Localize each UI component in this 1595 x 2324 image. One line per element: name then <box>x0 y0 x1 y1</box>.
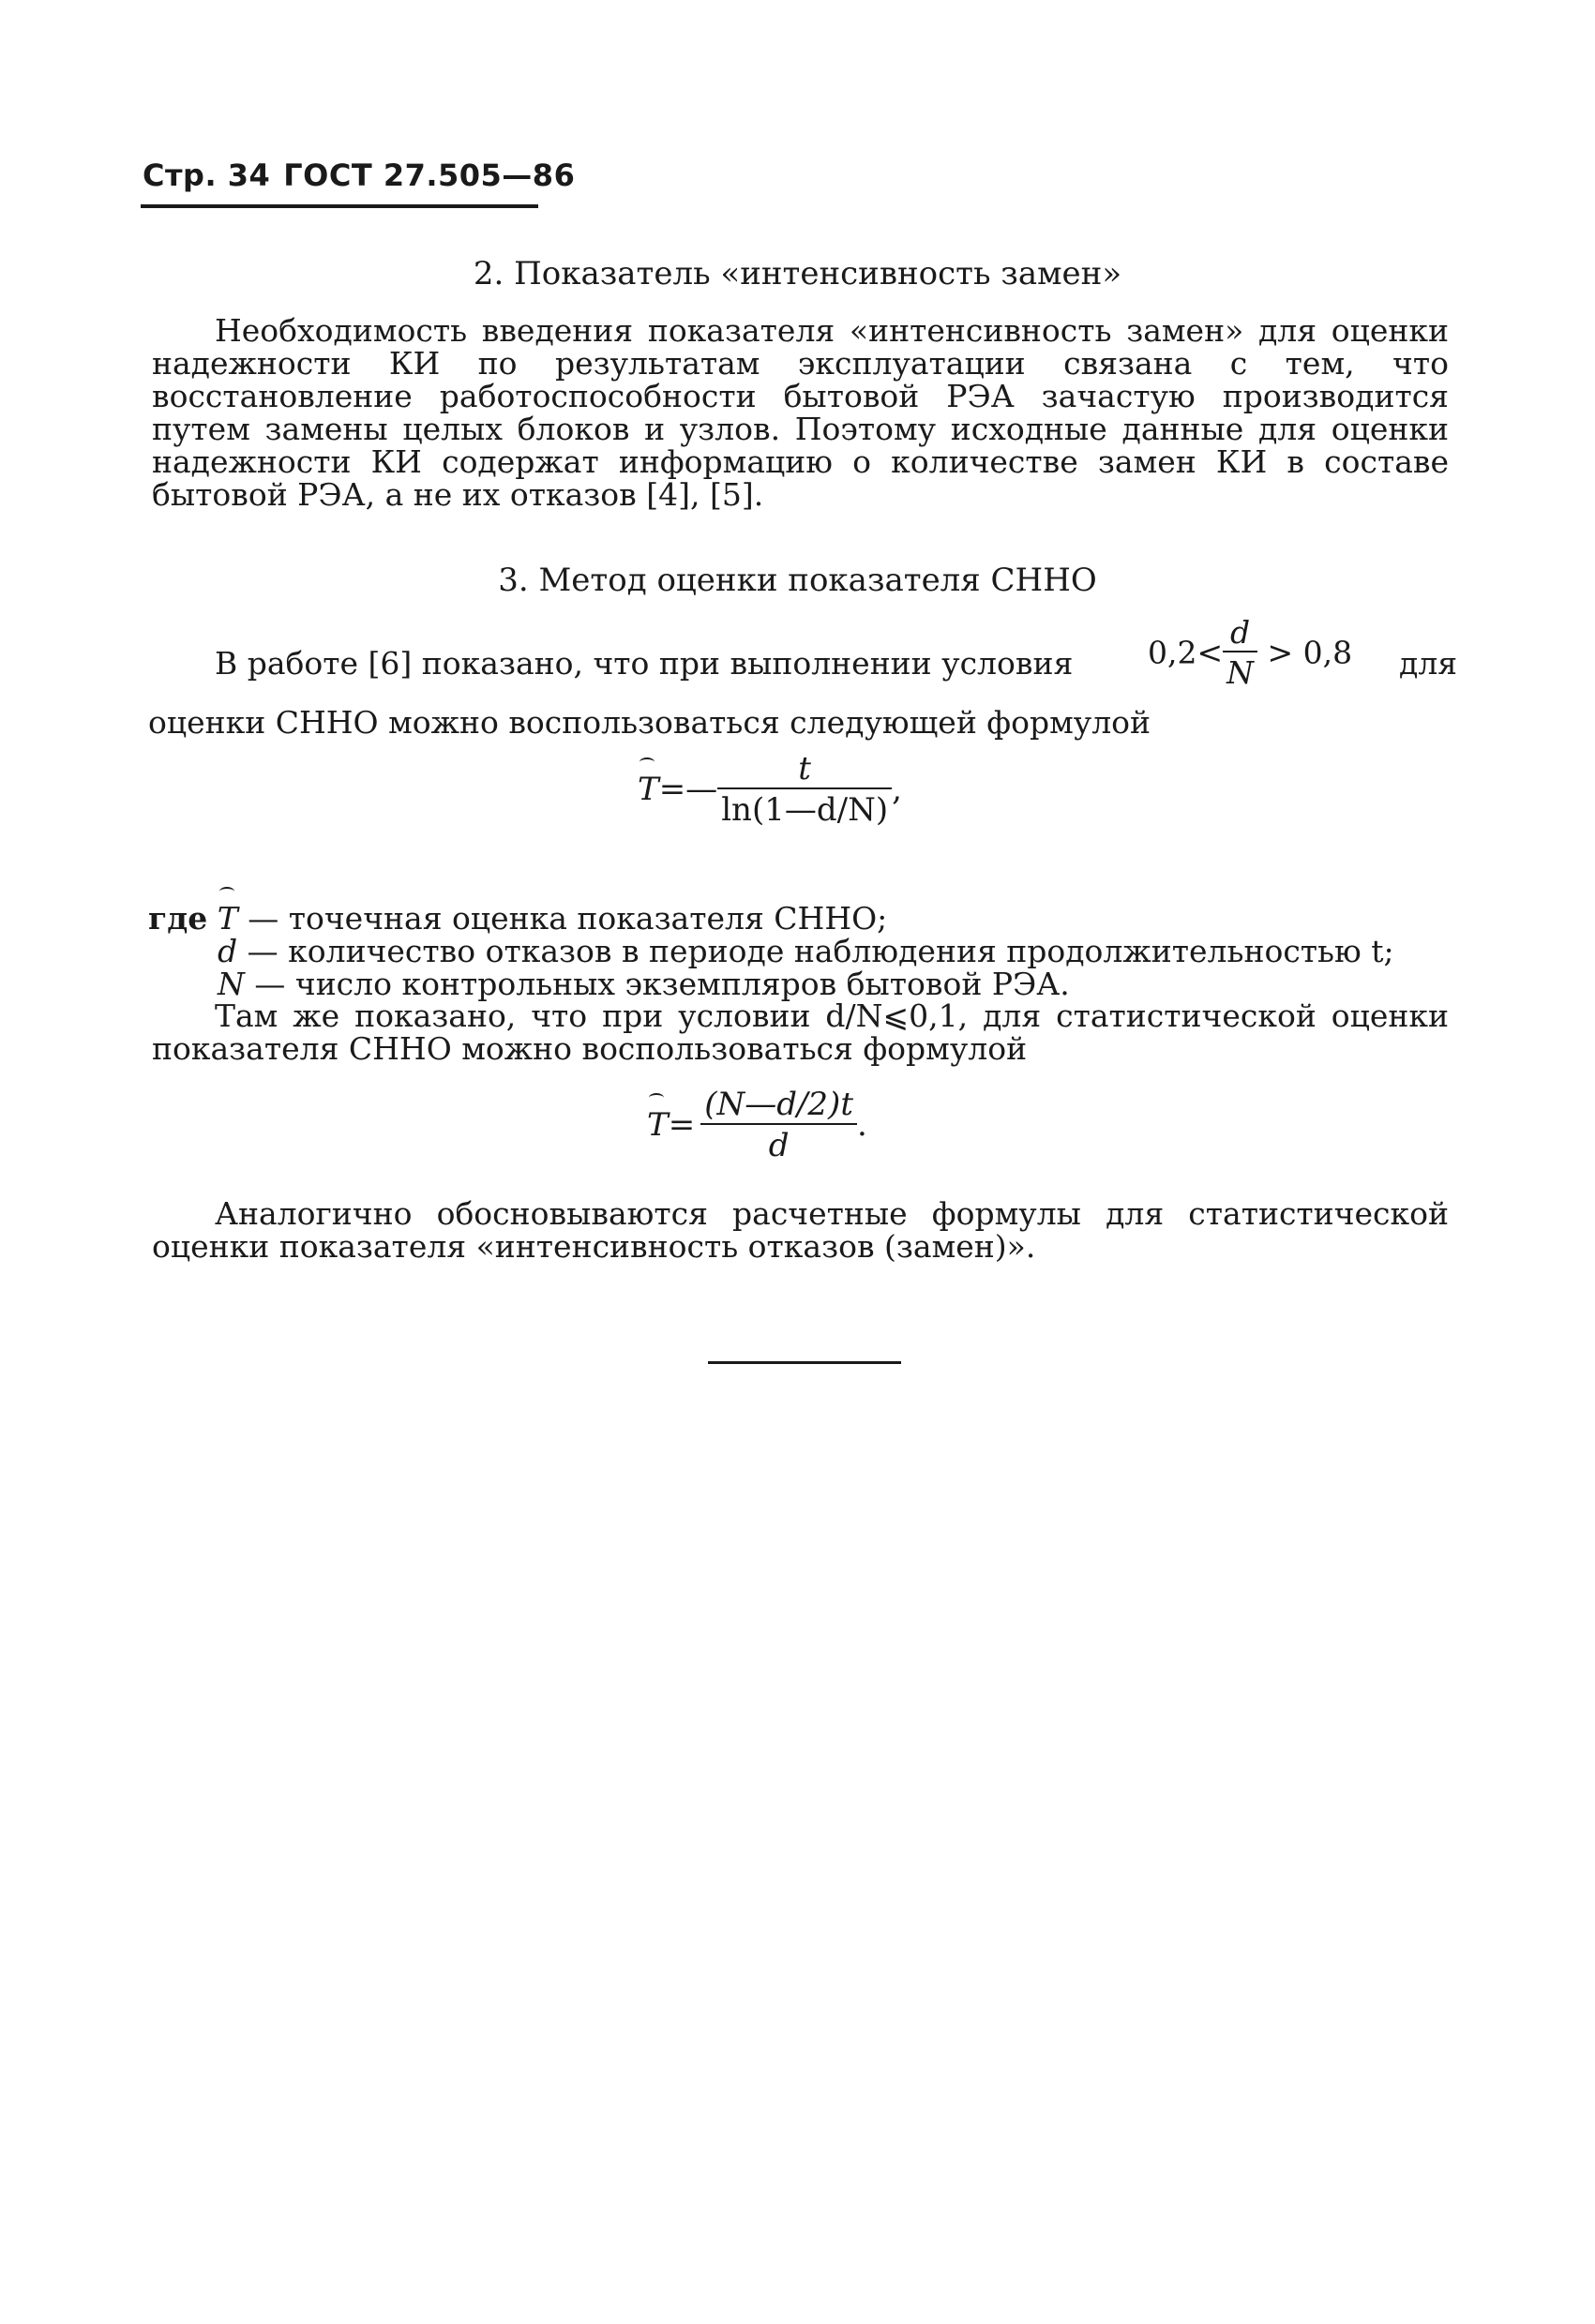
legend-text: количество отказов в периоде наблюдения продолжительностью t; <box>288 933 1394 969</box>
legend-symbol: d <box>218 933 238 969</box>
formula-2-lhs: T <box>647 1106 669 1144</box>
legend-row-1 <box>148 900 887 937</box>
formula-1-numerator: t <box>798 750 811 787</box>
intro-tail: для <box>1399 645 1458 682</box>
formula-1-lhs: T <box>638 771 659 808</box>
formula-1 <box>638 750 902 829</box>
header-rule <box>141 204 538 208</box>
section-3-title: 3. Метод оценки показателя СННО <box>498 562 1097 599</box>
legend-dash: — <box>247 933 278 969</box>
page-label: Стр. 34 <box>143 157 271 193</box>
intro-text: В работе [6] показано, что при выполнении условия <box>215 645 1074 682</box>
legend-row-2 <box>218 933 1394 969</box>
formula-2 <box>647 1086 867 1164</box>
formula-2-denominator: d <box>700 1123 857 1164</box>
condition-left: 0,2< <box>1148 634 1224 671</box>
formula-1-fraction <box>717 750 892 829</box>
section-3-paragraph-2: Там же показано, что при условии d/N⩽0,1, для статистической оценки показателя СННО можно воспользоваться формулой <box>152 997 1449 1067</box>
formula-1-equals: =— <box>658 771 718 808</box>
running-header <box>143 157 588 193</box>
legend-symbol: N <box>218 966 245 1002</box>
formula-1-denominator: ln(1—d/N) <box>717 787 892 829</box>
formula-2-trail: . <box>856 1106 867 1144</box>
legend-dash: — <box>254 966 286 1002</box>
section-3-paragraph-3: Аналогично обосновываются расчетные формулы для статистической оценки показателя «интенсивность отказов (замен)». <box>152 1195 1449 1265</box>
condition-denominator: N <box>1223 651 1257 691</box>
where-word: где <box>148 900 208 937</box>
formula-2-fraction <box>700 1086 857 1164</box>
condition-fraction <box>1223 614 1257 691</box>
condition-right: > 0,8 <box>1267 634 1353 671</box>
formula-2-equals: = <box>668 1106 696 1144</box>
section-2-title: 2. Показатель «интенсивность замен» <box>473 255 1122 292</box>
condition-numerator: d <box>1230 614 1251 651</box>
legend-dash: — <box>248 900 279 937</box>
formula-2-numerator: (N—d/2)t <box>704 1086 853 1123</box>
standard-number: ГОСТ 27.505—86 <box>283 157 576 193</box>
legend-text: число контрольных экземпляров бытовой РЭА. <box>294 966 1070 1002</box>
condition-expression <box>1148 614 1352 691</box>
section-2-paragraph: Необходимость введения показателя «интенсивность замен» для оценки надежности КИ по результатам эксплуатации связана с тем, что восстановление работоспособности бытовой РЭА зачастую производится путем замены целых блоков и узлов. Поэтому исходные данные для оценки надежности КИ содержат информацию о количестве замен КИ в составе бытовой РЭА, а не их отказов [4], [5]. <box>152 312 1449 513</box>
legend-symbol: T <box>217 900 238 937</box>
end-rule <box>708 1361 901 1364</box>
intro-line-2: оценки СННО можно воспользоваться следующей формулой <box>148 704 1151 741</box>
formula-1-trail: , <box>892 771 902 808</box>
legend-text: точечная оценка показателя СННО; <box>288 900 888 937</box>
